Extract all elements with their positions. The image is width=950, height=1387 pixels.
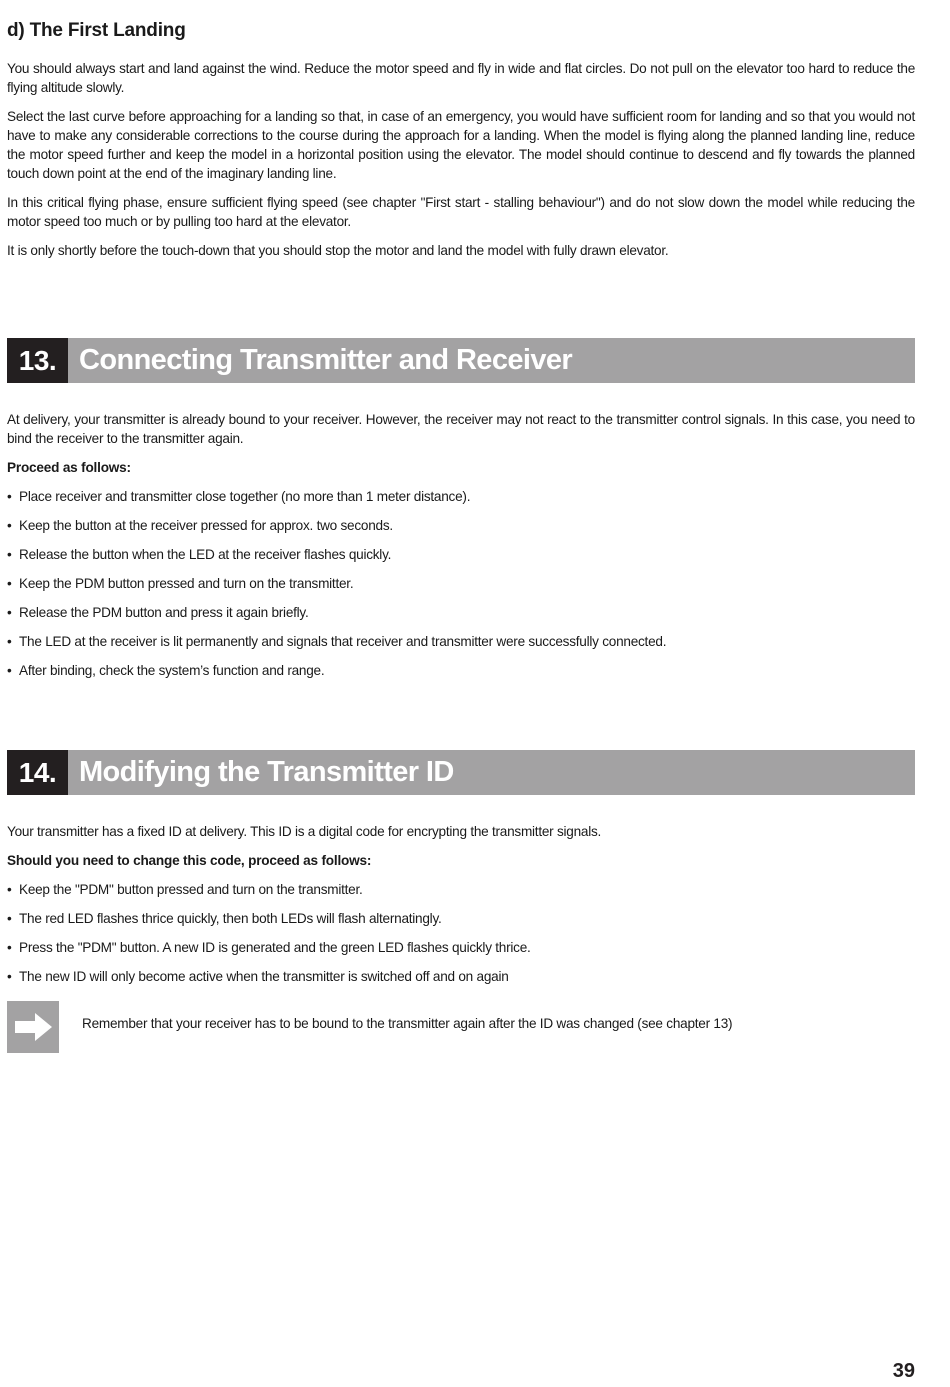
step-text: Press the "PDM" button. A new ID is generated and the green LED flashes quickly thrice. xyxy=(19,940,531,955)
arrow-right-icon-graphic xyxy=(7,1001,59,1053)
bullet-marker: • xyxy=(7,518,12,533)
bullet-marker: • xyxy=(7,634,12,649)
landing-paragraph: Select the last curve before approaching for a landing so that, in case of an emergency, you would have sufficient room for landing and so that you would not have to make any considerable corrections to the course during the approach for a landing. When the model is flying along the planned landing line, reduce the motor speed further and keep the model in a horizontal position using the elevator. The model should continue to descend and fly towards the planned touch down point at the end of the imaginary landing line. xyxy=(7,109,915,181)
step-text: The red LED flashes thrice quickly, then both LEDs will flash alternatingly. xyxy=(19,911,442,926)
landing-paragraph: In this critical flying phase, ensure sufficient flying speed (see chapter "First start - stalling behaviour") and do not slow down the model while reducing the motor speed too much or by pulling too hard at the elevator. xyxy=(7,195,915,229)
section-14-intro: Your transmitter has a fixed ID at delivery. This ID is a digital code for encrypting the transmitter signals. xyxy=(7,824,602,839)
section-number: 13. xyxy=(7,338,68,383)
section-13-proceed-label: Proceed as follows: xyxy=(7,460,131,475)
section-number: 14. xyxy=(7,750,68,795)
landing-paragraph: You should always start and land against the wind. Reduce the motor speed and fly in wide and flat circles. Do not pull on the elevator too hard to reduce the flying altitude slowly. xyxy=(7,61,915,95)
landing-heading: d) The First Landing xyxy=(7,20,186,41)
section-13-header xyxy=(7,338,915,383)
section-title: Connecting Transmitter and Receiver xyxy=(79,344,573,376)
bullet-marker: • xyxy=(7,489,12,504)
bullet-marker: • xyxy=(7,940,12,955)
bullet-marker: • xyxy=(7,576,12,591)
bullet-marker: • xyxy=(7,911,12,926)
step-text: Keep the PDM button pressed and turn on the transmitter. xyxy=(19,576,354,591)
step-text: Keep the button at the receiver pressed for approx. two seconds. xyxy=(19,518,393,533)
step-text: After binding, check the system’s function and range. xyxy=(19,663,325,678)
section-14-header xyxy=(7,750,915,795)
step-text: The new ID will only become active when the transmitter is switched off and on again xyxy=(19,969,509,984)
step-text: Release the PDM button and press it again briefly. xyxy=(19,605,309,620)
step-text: The LED at the receiver is lit permanently and signals that receiver and transmitter were successfully connected. xyxy=(19,634,667,649)
bullet-marker: • xyxy=(7,969,12,984)
bullet-marker: • xyxy=(7,663,12,678)
page-number: 39 xyxy=(892,1360,915,1382)
step-text: Release the button when the LED at the receiver flashes quickly. xyxy=(19,547,392,562)
section-title: Modifying the Transmitter ID xyxy=(79,756,454,788)
step-text: Place receiver and transmitter close together (no more than 1 meter distance). xyxy=(19,489,471,504)
landing-paragraph: It is only shortly before the touch-down that you should stop the motor and land the model with fully drawn elevator. xyxy=(7,243,669,258)
bullet-marker: • xyxy=(7,547,12,562)
section-14-proceed-label: Should you need to change this code, proceed as follows: xyxy=(7,853,372,868)
bullet-marker: • xyxy=(7,605,12,620)
section-13-intro: At delivery, your transmitter is already bound to your receiver. However, the receiver may not react to the transmitter control signals. In this case, you need to bind the receiver to the transmitter again. xyxy=(7,412,915,446)
bullet-marker: • xyxy=(7,882,12,897)
note-text: Remember that your receiver has to be bound to the transmitter again after the ID was changed (see chapter 13) xyxy=(82,1016,733,1031)
arrow-right-icon xyxy=(7,1001,59,1053)
step-text: Keep the "PDM" button pressed and turn on the transmitter. xyxy=(19,882,363,897)
